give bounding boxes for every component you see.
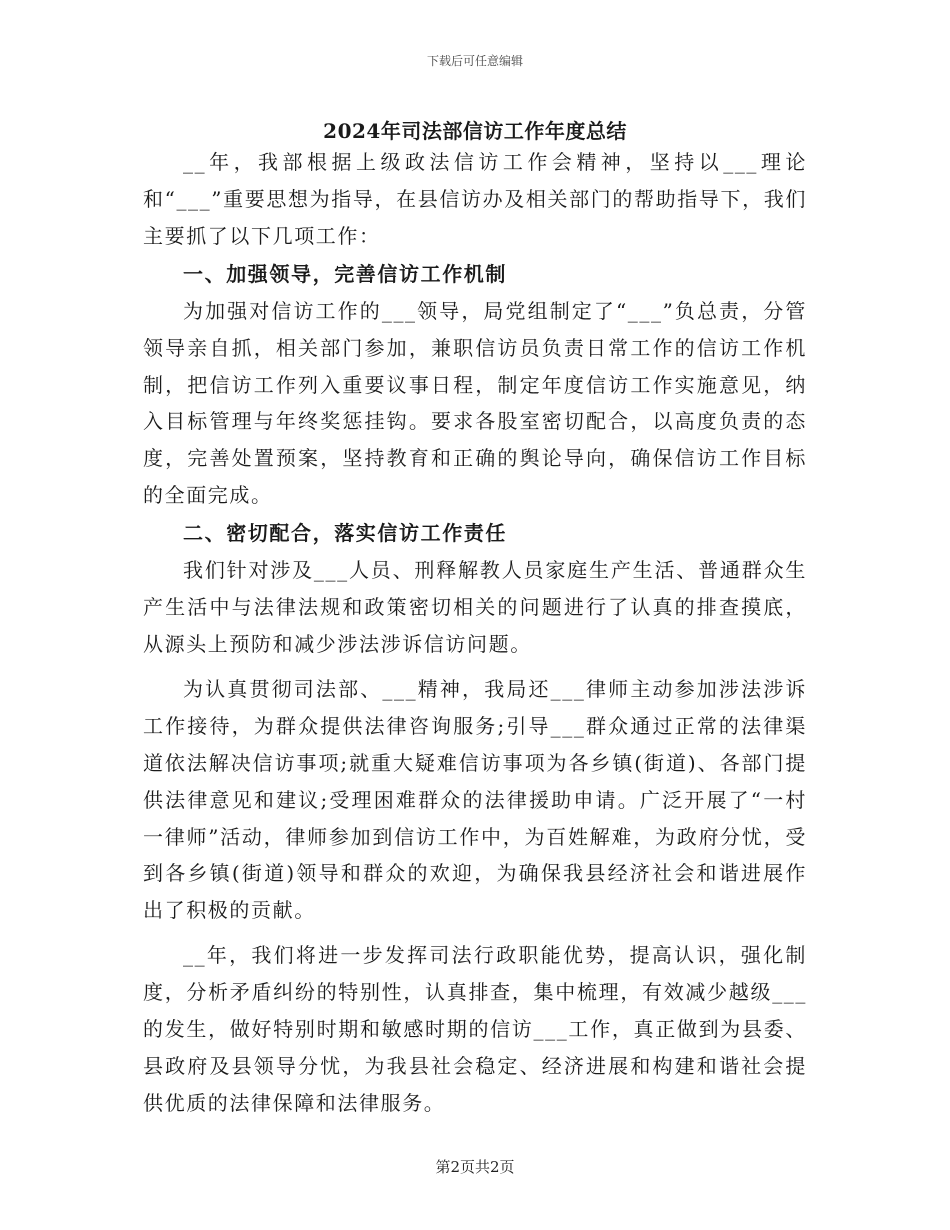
document-title: 2024年司法部信访工作年度总结 <box>323 119 627 143</box>
section-heading-2: 二、密切配合，落实信访工作责任 <box>183 521 507 546</box>
closing-paragraph: __年，我们将进一步发挥司法行政职能优势，提高认识，强化制度，分析矛盾纠纷的特别性，认真排查，集中梳理，有效减少越级___的发生，做好特别时期和敏感时期的信访___工作，真正做到为县委、县政府及县领导分忧，为我县社会稳定、经济进展和构建和谐社会提供优质的法律保障和法律服务。 <box>143 943 807 1115</box>
section-heading-1: 一、加强领导，完善信访工作机制 <box>183 261 507 286</box>
intro-paragraph: __年，我部根据上级政法信访工作会精神，坚持以___理论和“___”重要思想为指导，在县信访办及相关部门的帮助指导下，我们主要抓了以下几项工作： <box>143 150 807 248</box>
section-1-paragraph: 为加强对信访工作的___领导，局党组制定了“___”负总责，分管领导亲自抓，相关部门参加，兼职信访员负责日常工作的信访工作机制，把信访工作列入重要议事日程，制定年度信访工作实施意见，纳入目标管理与年终奖惩挂钩。要求各股室密切配合，以高度负责的态度，完善处置预案，坚持教育和正确的舆论导向，确保信访工作目标的全面完成。 <box>143 298 807 508</box>
document-body <box>143 144 807 1122</box>
section-2-paragraph-2: 为认真贯彻司法部、___精神，我局还___律师主动参加涉法涉诉工作接待，为群众提供法律咨询服务;引导___群众通过正常的法律渠道依法解决信访事项;就重大疑难信访事项为各乡镇(街道)、各部门提供法律意见和建议;受理困难群众的法律援助申请。广泛开展了“一村一律师”活动，律师参加到信访工作中，为百姓解难，为政府分忧，受到各乡镇(街道)领导和群众的欢迎，为确保我县经济社会和谐进展作出了积极的贡献。 <box>143 676 807 923</box>
header-note: 下载后可任意编辑 <box>426 54 523 68</box>
page-number: 第2页共2页 <box>435 1158 515 1176</box>
section-2-paragraph-1: 我们针对涉及___人员、刑释解教人员家庭生产生活、普通群众生产生活中与法律法规和政策密切相关的问题进行了认真的排查摸底，从源头上预防和减少涉法涉诉信访问题。 <box>143 558 807 656</box>
